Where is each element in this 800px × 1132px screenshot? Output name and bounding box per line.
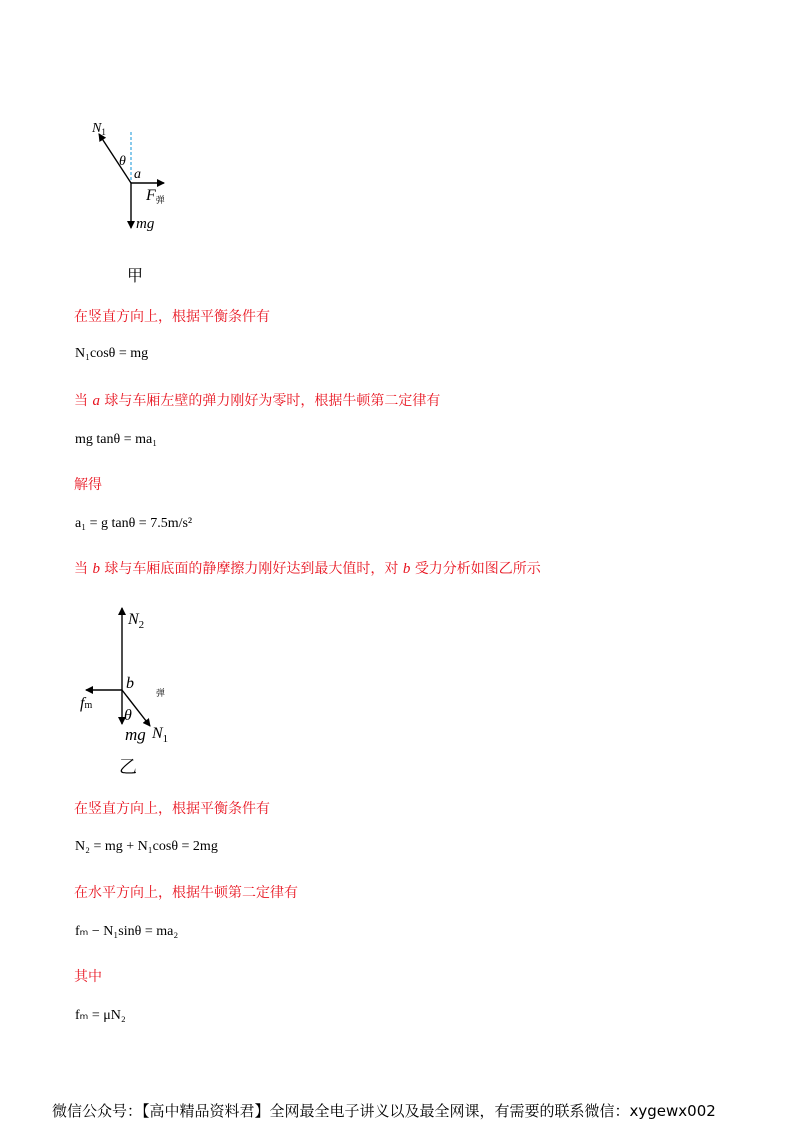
label-fm: fm	[80, 695, 93, 712]
text-solve: 解得	[74, 477, 102, 493]
figure-jia-caption: 甲	[127, 266, 144, 285]
text-condition-a: 当 a 球与车厢左壁的弹力刚好为零时，根据牛顿第二定律有	[74, 393, 441, 409]
label-tan: 弹	[156, 688, 166, 698]
label-f-spring: F弹	[146, 187, 165, 205]
text-vertical-balance-1: 在竖直方向上，根据平衡条件有	[74, 309, 270, 325]
equation-3: a₁ = g tanθ = 7.5m/s²	[75, 516, 193, 531]
equation-6: fₘ = μN₂	[75, 1008, 126, 1023]
equation-5: fₘ − N₁sinθ = ma₂	[75, 924, 179, 939]
label-n1: $N_1$	[152, 725, 169, 745]
label-b: b	[126, 675, 134, 692]
text-vertical-balance-2: 在竖直方向上，根据平衡条件有	[74, 801, 270, 817]
page-footer: 微信公众号：【高中精品资料君】全网最全电子讲义以及最全网课，有需要的联系微信：xygewx002	[52, 1102, 716, 1120]
equation-4: N₂ = mg + N₁cosθ = 2mg	[75, 839, 218, 854]
label-mg: mg	[136, 216, 155, 232]
figure-jia-diagram	[80, 110, 200, 240]
n1-force-arrow	[99, 134, 131, 183]
label-theta: θ	[119, 154, 126, 169]
equation-2: mg tanθ = ma₁	[75, 432, 158, 447]
equation-1: N₁cosθ = mg	[75, 346, 149, 361]
label-n2: $N_2$	[128, 611, 145, 631]
label-mg: mg	[125, 725, 146, 744]
figure-yi-diagram	[70, 600, 210, 750]
label-a: a	[134, 167, 141, 182]
text-where: 其中	[74, 969, 102, 985]
label-n1: $N_1$	[92, 121, 106, 137]
label-theta: θ	[124, 707, 132, 724]
text-condition-b: 当 b 球与车厢底面的静摩擦力刚好达到最大值时，对 b 受力分析如图乙所示	[74, 561, 541, 577]
text-horizontal-newton: 在水平方向上，根据牛顿第二定律有	[74, 885, 298, 901]
figure-yi-caption: 乙	[119, 757, 137, 778]
